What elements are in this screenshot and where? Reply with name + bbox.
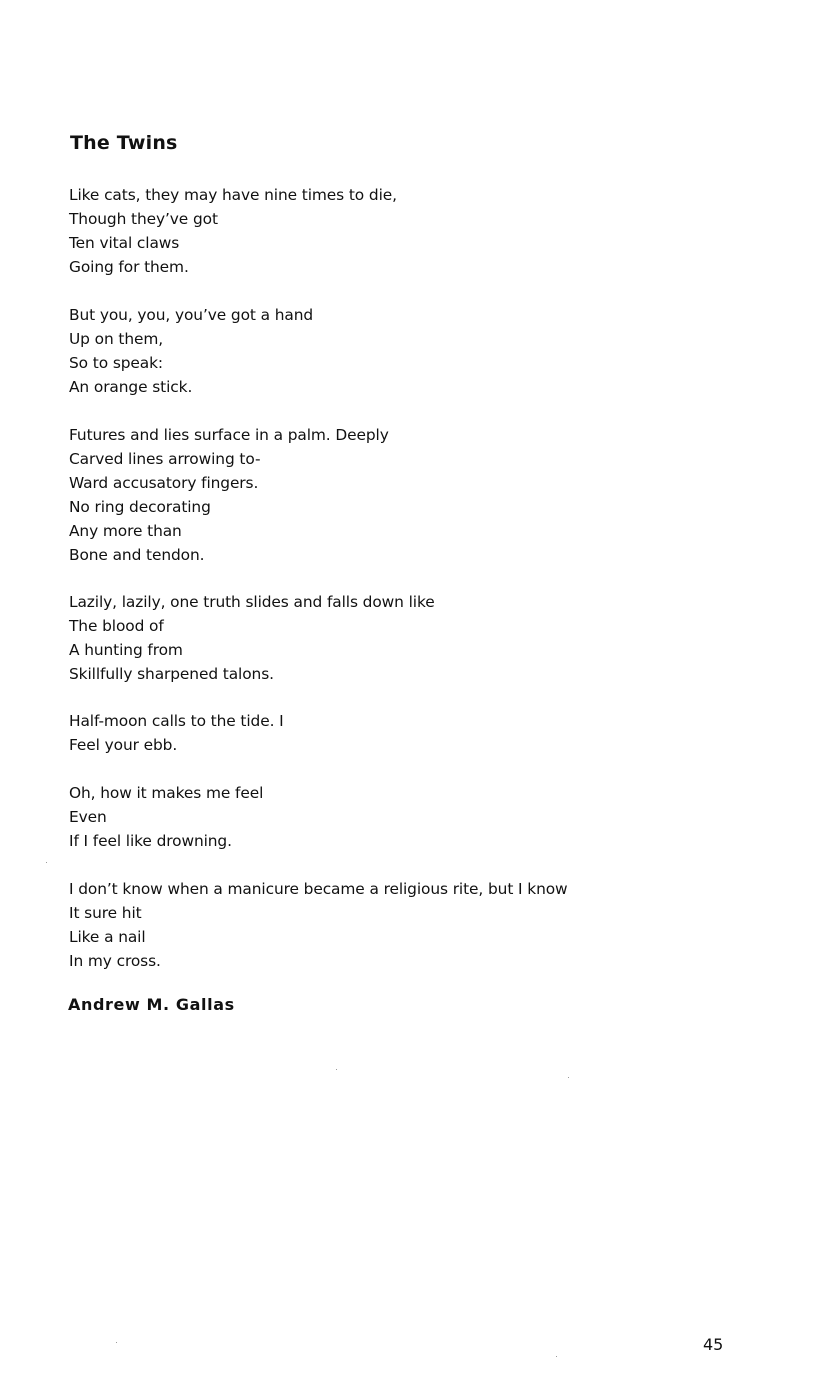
stanza-4	[69, 590, 435, 686]
poem-line: Feel your ebb.	[69, 736, 178, 754]
poem-line: Even	[69, 808, 107, 826]
poem-line: Bone and tendon.	[69, 546, 205, 564]
stanza-3	[69, 423, 389, 567]
poem-line: Any more than	[69, 522, 182, 540]
poem-line: I don’t know when a manicure became a religious rite, but I know	[69, 880, 568, 898]
poem-line: Ward accusatory fingers.	[69, 474, 259, 492]
scan-speck	[336, 1069, 337, 1070]
stanza-6	[69, 781, 263, 853]
poem-line: Though they’ve got	[69, 210, 218, 228]
scan-speck	[556, 1356, 557, 1357]
poem-line: But you, you, you’ve got a hand	[69, 306, 314, 324]
poem-line: No ring decorating	[69, 498, 211, 516]
scan-speck	[46, 862, 47, 863]
poem-line: Lazily, lazily, one truth slides and falls down like	[69, 593, 435, 611]
stanza-2	[69, 303, 313, 399]
poem-line: Carved lines arrowing to-	[69, 450, 261, 468]
poem-line: Up on them,	[69, 330, 164, 348]
poem-line: If I feel like drowning.	[69, 832, 232, 850]
poem-title: The Twins	[70, 132, 178, 154]
poem-line: Futures and lies surface in a palm. Deeply	[69, 426, 389, 444]
stanza-7	[69, 877, 568, 973]
poem-line: Half-moon calls to the tide. I	[69, 712, 284, 730]
scan-speck	[568, 1077, 569, 1078]
scan-speck	[116, 1342, 117, 1343]
poem-line: Ten vital claws	[69, 234, 180, 252]
poem-line: Oh, how it makes me feel	[69, 784, 264, 802]
poem-line: The blood of	[69, 617, 164, 635]
poem-line: In my cross.	[69, 952, 161, 970]
poem-line: So to speak:	[69, 354, 164, 372]
stanza-1	[69, 183, 397, 279]
poem-line: Skillfully sharpened talons.	[69, 665, 274, 683]
poem-line: Going for them.	[69, 258, 189, 276]
poem-line: Like cats, they may have nine times to die,	[69, 186, 397, 204]
page-number: 45	[703, 1335, 724, 1354]
poem-author: Andrew M. Gallas	[68, 995, 235, 1014]
stanza-5	[69, 709, 284, 757]
poem-line: It sure hit	[69, 904, 142, 922]
poem-line: An orange stick.	[69, 378, 193, 396]
poem-line: Like a nail	[69, 928, 146, 946]
poem-line: A hunting from	[69, 641, 183, 659]
